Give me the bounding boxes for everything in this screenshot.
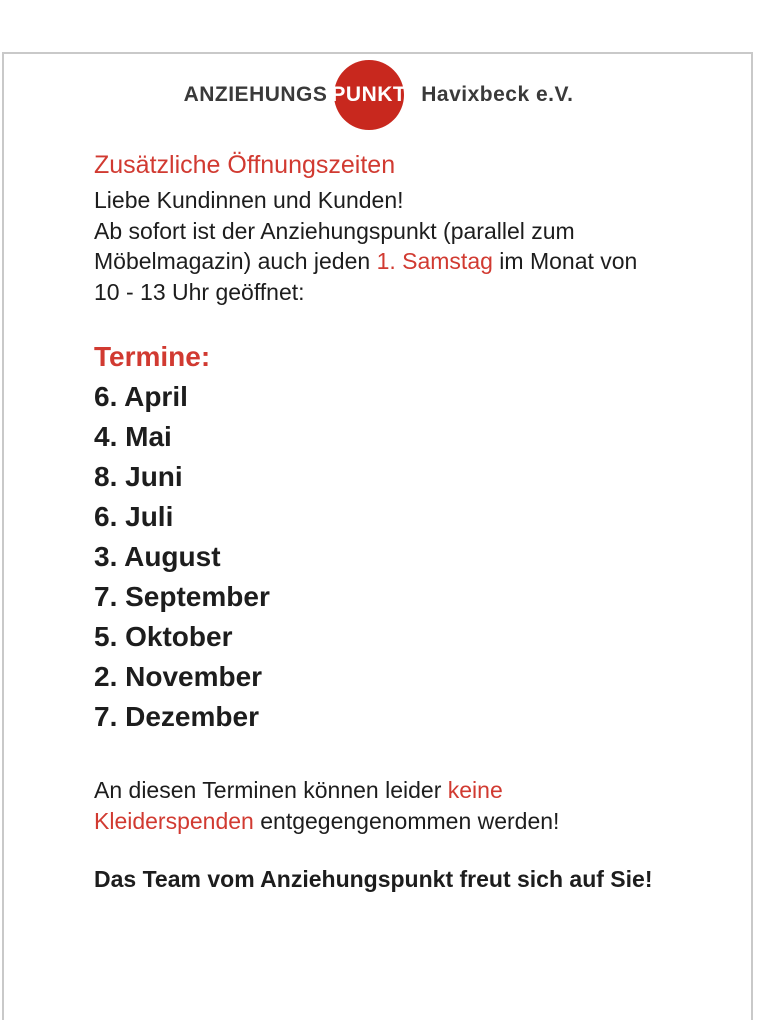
intro-line3c: im Monat von [492,248,638,274]
logo-text-havixbeck: Havixbeck e.V. [421,83,574,106]
logo-text-punkt: PUNKT [331,83,407,106]
intro-line3a: Möbelmagazin) auch jeden [94,248,377,274]
note-line1a: An diesen Terminen können leider [94,777,448,803]
date-item: 6. Juli [94,501,174,532]
intro-line4: 10 - 13 Uhr geöffnet: [94,278,305,305]
org-logo [0,54,757,136]
note-paragraph [94,775,697,836]
date-item: 4. Mai [94,421,172,452]
date-item: 8. Juni [94,461,183,492]
intro-line2: Ab sofort ist der Anziehungspunkt (parallel zum [94,217,575,244]
document-page [0,54,757,1020]
closing-line: Das Team vom Anziehungspunkt freut sich auf Sie! [94,866,653,892]
date-item: 2. November [94,661,263,692]
logo-lockup [184,83,574,107]
date-item: 7. September [94,581,270,612]
intro-highlight-samstag: 1. Samstag [376,248,493,274]
date-item: 5. Oktober [94,621,233,652]
date-item: 6. April [94,381,188,412]
note-line2b: entgegengenommen werden! [253,807,560,834]
date-item: 7. Dezember [94,701,259,732]
page-title: Zusätzliche Öffnungszeiten [94,151,396,179]
note-highlight-keine: keine [447,777,503,803]
intro-paragraph [94,185,697,307]
document-body [0,150,757,894]
logo-text-anziehungs: ANZIEHUNGS [183,83,328,106]
date-list [94,377,697,737]
termine-heading: Termine: [94,341,211,372]
note-highlight-kleiderspenden: Kleiderspenden [94,807,254,834]
date-item: 3. August [94,541,221,572]
intro-line1: Liebe Kundinnen und Kunden! [94,187,404,213]
logo-punkt-wrap [327,83,410,107]
